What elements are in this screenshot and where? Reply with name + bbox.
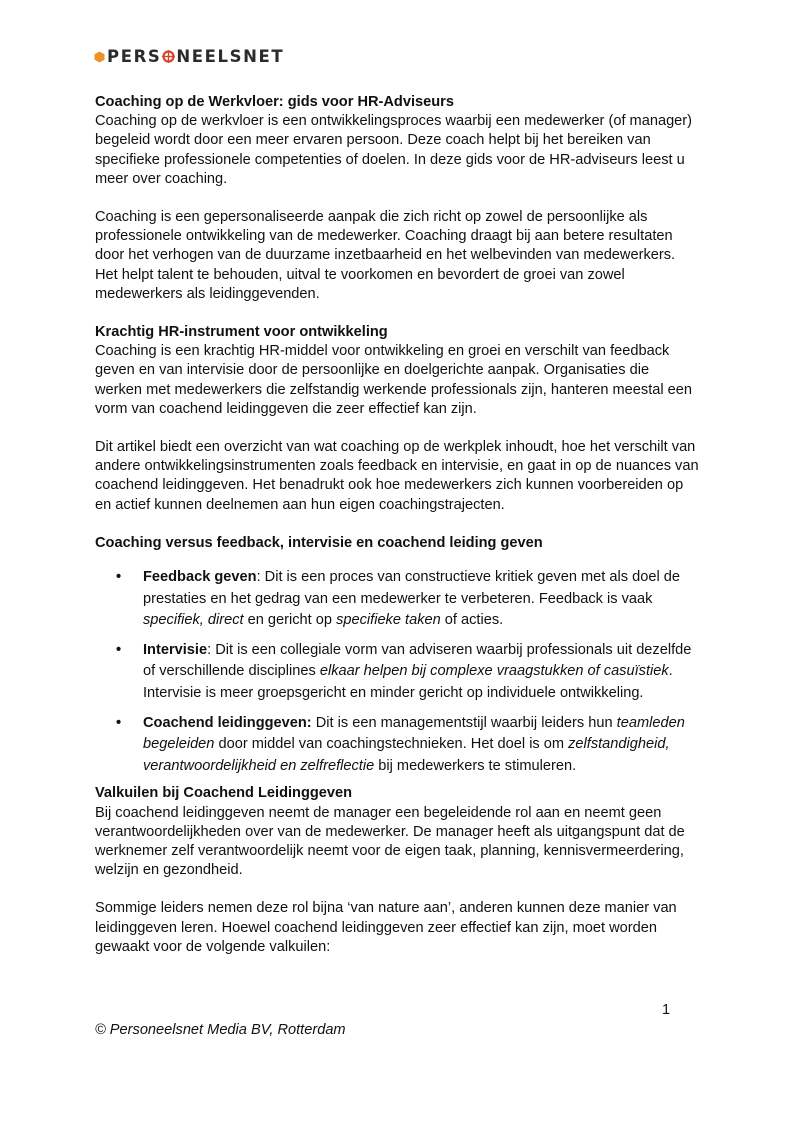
item-text: of acties. (440, 612, 504, 629)
section1-paragraph-1: Coaching is een krachtig HR-middel voor ontwikkeling en groei en verschilt van feedback geven en van intervisie door de persoonlijke en doelgerichte aanpak. Organisaties die werken met medewerkers die zelfstandig werkende professionals zijn, hanteren meestal een vorm van coachend leidinggeven die zeer effectief kan zijn. (95, 343, 693, 417)
section3-paragraph-2: Sommige leiders nemen deze rol bijna ‘van nature aan’, anderen kunnen deze manier van leidinggeven leren. Hoewel coachend leidinggeven zeer effectief kan zijn, moet worden gewaakt voor de volgende valkuilen: (95, 900, 677, 955)
document-body (95, 93, 699, 957)
bullet-icon: • (116, 569, 122, 586)
section-heading-coaching-versus: Coaching versus feedback, intervisie en coachend leiding geven (95, 534, 543, 551)
personeelsnet-logo (94, 47, 284, 66)
section1-paragraph-2: Dit artikel biedt een overzicht van wat coaching op de werkplek inhoudt, hoe het verschilt van andere ontwikkelingsinstrumenten zoals feedback en intervisie, en gaat in op de nuances van coachend leidinggeven. Het benadrukt ook hoe medewerkers zich kunnen voorbereiden op en actief kunnen deelnemen aan hun eigen coachingstrajecten. (95, 439, 699, 513)
bullet-icon: • (116, 714, 122, 731)
term-intervisie: Intervisie (143, 641, 208, 658)
bullet-icon: • (116, 641, 122, 658)
logo-target-icon (162, 50, 175, 63)
item-text: Dit is een managementstijl waarbij leiders hun (311, 714, 617, 731)
item-text: : Dit is een collegiale vorm van adviseren waarbij professionals uit dezelfde of verschillende disciplines (143, 641, 692, 680)
logo-text-start: PERS (107, 47, 162, 66)
list-item (95, 713, 699, 778)
section3-paragraph-1: Bij coachend leidinggeven neemt de manager een begeleidende rol aan en neemt geen verantwoordelijkheden over van de medewerker. De manager heeft als uitgangspunt dat de werknemer zelf verantwoordelijk neemt voor de eigen taak, planning, kennisvermeerdering, welzijn en gezondheid. (95, 804, 685, 879)
intro-paragraph-2: Coaching is een gepersonaliseerde aanpak die zich richt op zowel de persoonlijke als professionele ontwikkeling van de medewerker. Coaching draagt bij aan betere resultaten door het verhogen van de duurzame inzetbaarheid en het welbevinden van medewerkers. Het helpt talent te behouden, uitval te voorkomen en bevordert de groei van zowel medewerkers als leidinggevenden. (95, 209, 676, 302)
term-feedback: Feedback geven (143, 569, 257, 586)
comparison-list (95, 567, 699, 777)
item-emphasis: specifiek, direct (143, 612, 244, 629)
item-emphasis: specifieke taken (336, 612, 441, 629)
item-text: en gericht op (243, 612, 337, 629)
document-title: Coaching op de Werkvloer: gids voor HR-Adviseurs (95, 94, 454, 110)
term-coachend-leidinggeven: Coachend leidinggeven: (143, 714, 312, 731)
item-text: : Dit is een proces van constructieve kritiek geven met als doel de prestaties en het gedrag van een medewerker te verbeteren. Feedback is vaak (143, 569, 680, 607)
item-text: . Intervisie is meer groepsgericht en minder gericht op individuele ontwikkeling. (143, 663, 673, 702)
item-emphasis: elkaar helpen bij complexe vraagstukken of casuïstiek (319, 663, 669, 680)
item-text: door middel van coachingstechnieken. Het doel is om (214, 736, 569, 753)
logo-hexagon-icon (94, 51, 105, 63)
item-emphasis: zelfstandigheid, verantwoordelijkheid en zelfreflectie (143, 736, 670, 774)
footer-copyright: © Personeelsnet Media BV, Rotterdam (95, 1022, 346, 1038)
item-emphasis: teamleden begeleiden (143, 714, 685, 753)
section-heading-valkuilen: Valkuilen bij Coachend Leidinggeven (95, 785, 353, 802)
logo-text-end: NEELSNET (176, 47, 285, 66)
item-text: bij medewerkers te stimuleren. (374, 757, 577, 774)
intro-paragraph-1: Coaching op de werkvloer is een ontwikkelingsproces waarbij een medewerker (of manager) begeleid wordt door een meer ervaren persoon. Deze coach helpt bij het bereiken van specifieke professionele competenties of doelen. In deze gids voor de HR-adviseurs leest u meer over coaching. (95, 113, 693, 187)
section-heading-hr-instrument: Krachtig HR-instrument voor ontwikkeling (95, 324, 388, 341)
list-item (95, 567, 699, 632)
page-number: 1 (662, 1002, 671, 1018)
list-item (95, 640, 699, 705)
